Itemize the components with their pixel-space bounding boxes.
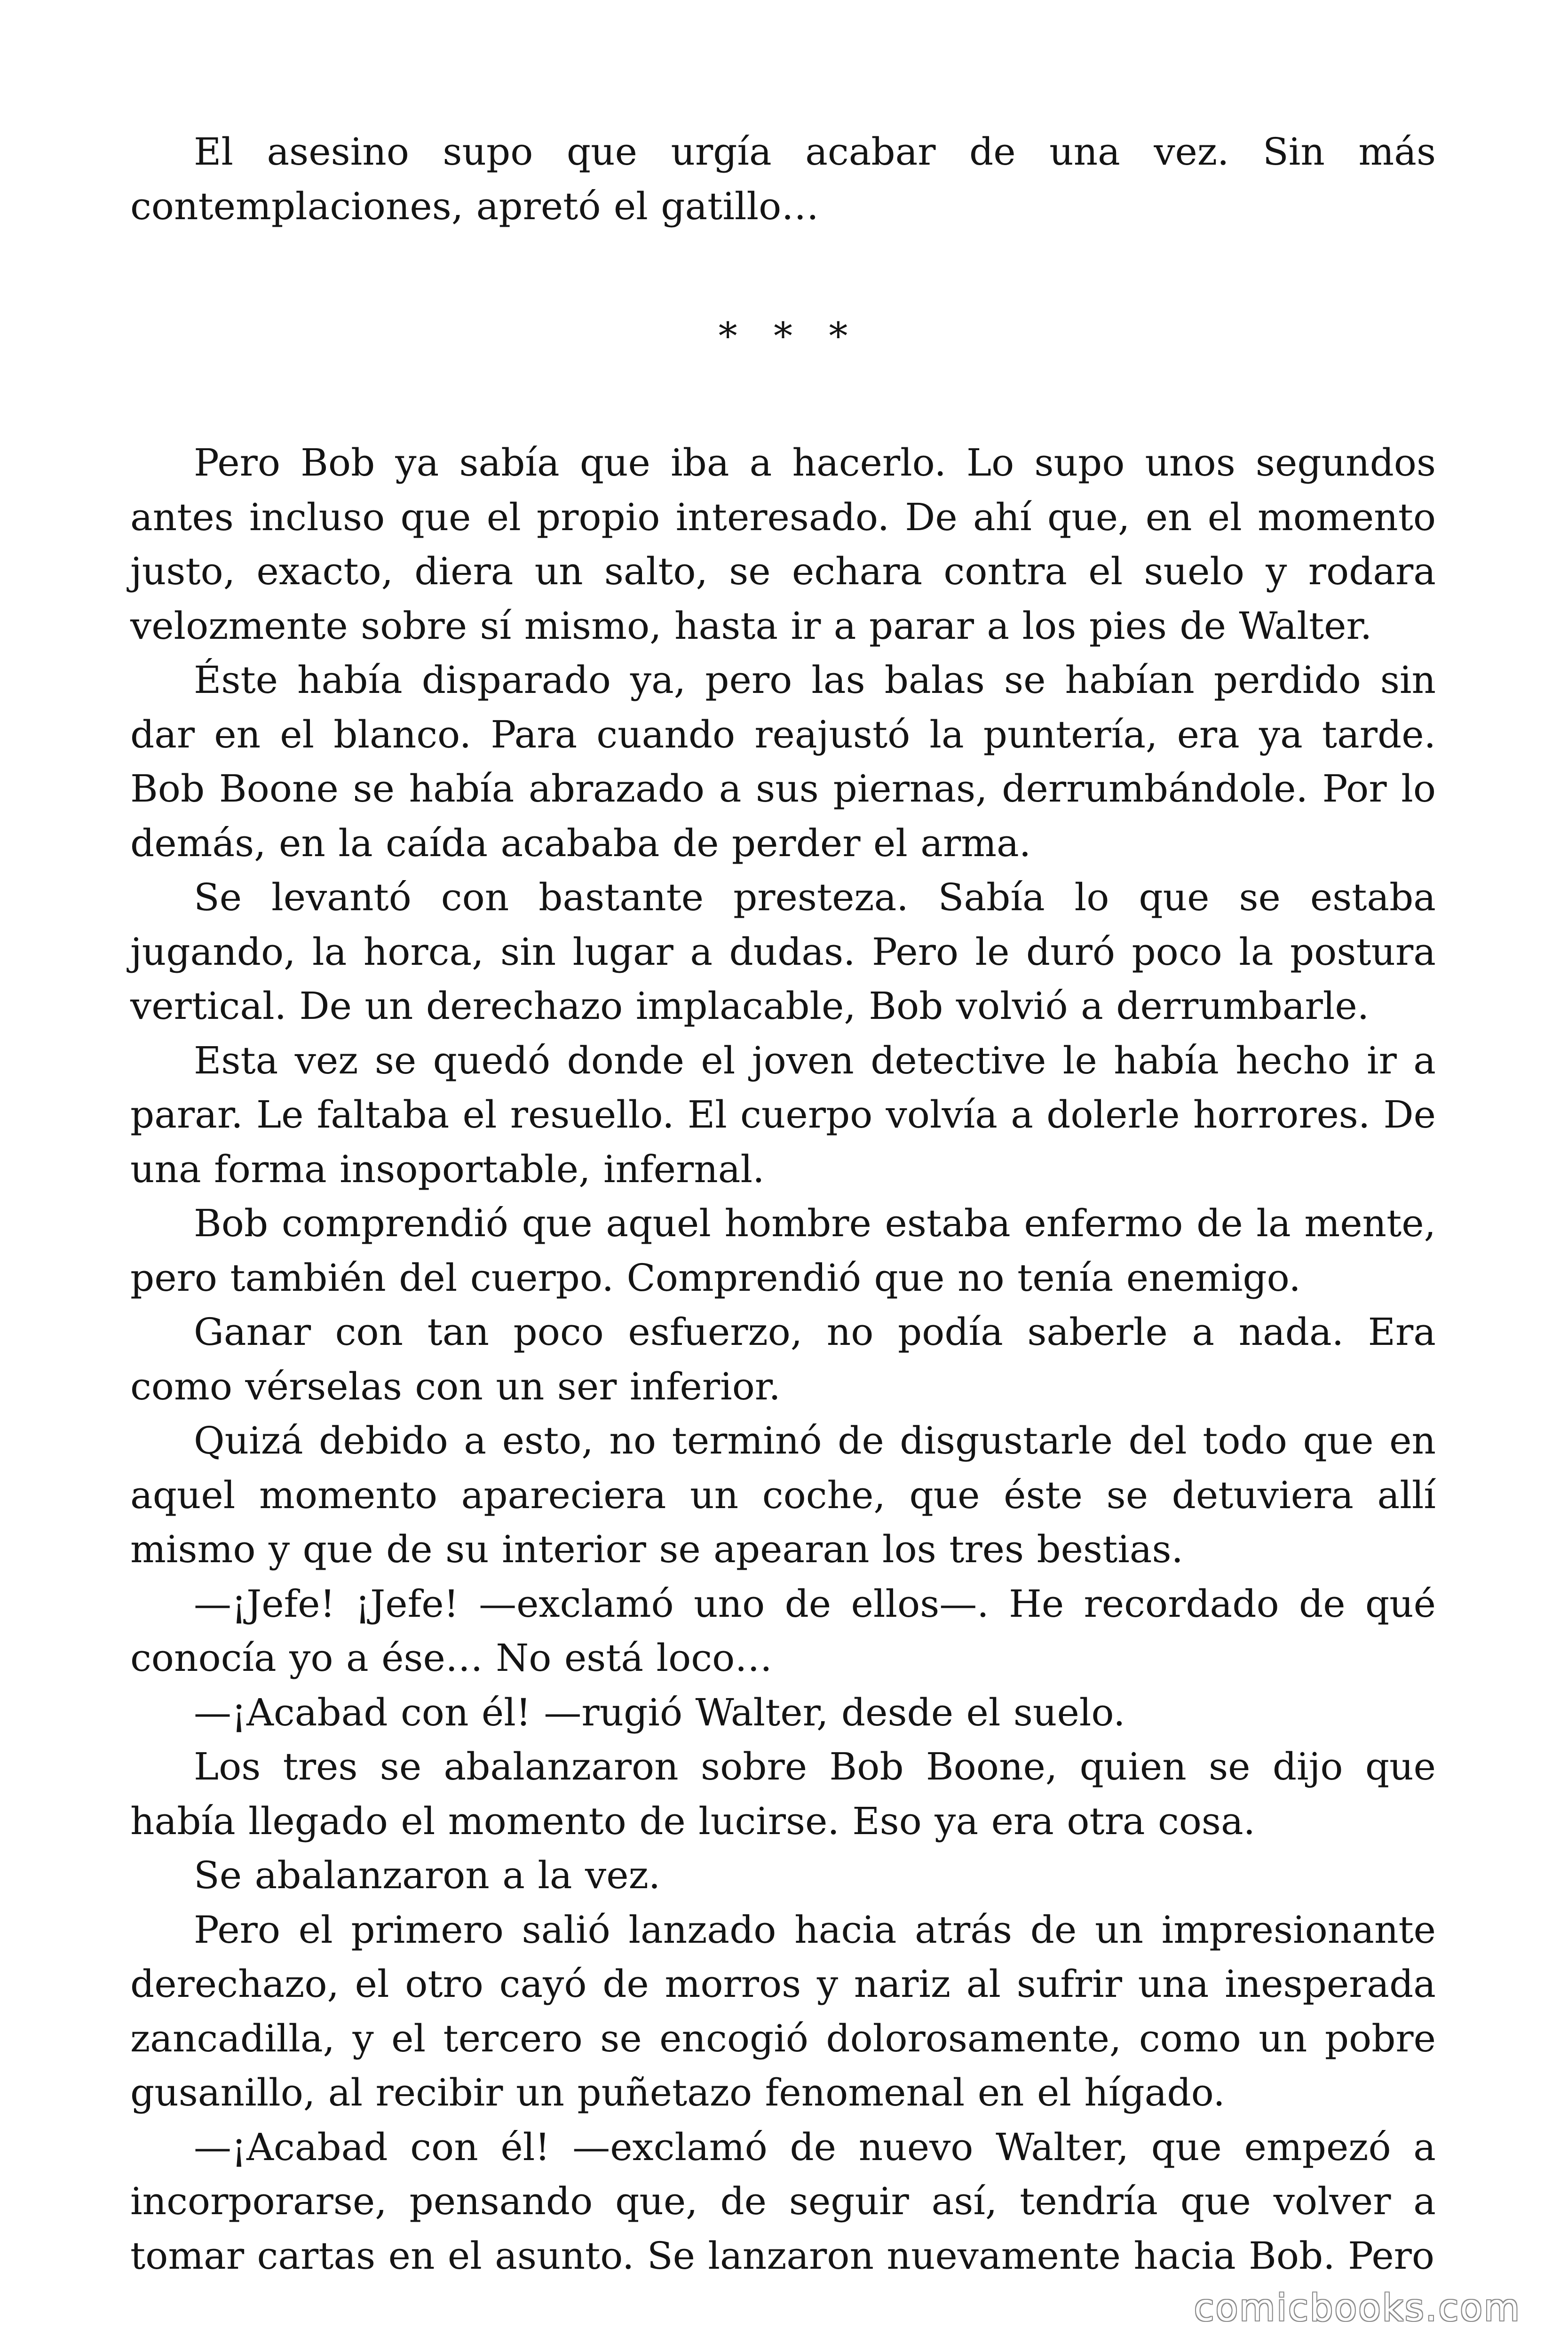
paragraph: Se abalanzaron a la vez. (194, 1853, 661, 1897)
watermark: comicbooks.com (1194, 2287, 1521, 2329)
paragraph: Éste había disparado ya, pero las balas se habían perdido sin dar en el blanco. Para cuando reajustó la puntería, era ya tarde. Bob Boone se había abrazado a sus piernas, derrumbándole. Por lo demás, en la caída acababa de perder el arma. (130, 658, 1436, 865)
dialogue-paragraph: —¡Jefe! ¡Jefe! —exclamó uno de ellos—. He recordado de qué conocía yo a ése… No está loco… (130, 1581, 1436, 1680)
paragraph: Ganar con tan poco esfuerzo, no podía saberle a nada. Era como vérselas con un ser inferior. (130, 1310, 1436, 1408)
paragraph: Bob comprendió que aquel hombre estaba enfermo de la mente, pero también del cuerpo. Comprendió que no tenía enemigo. (130, 1201, 1436, 1300)
paragraph: Pero Bob ya sabía que iba a hacerlo. Lo supo unos segundos antes incluso que el propio interesado. De ahí que, en el momento justo, exacto, diera un salto, se echara contra el suelo y rodara velozmente sobre sí mismo, hasta ir a parar a los pies de Walter. (130, 441, 1436, 648)
page-body (130, 125, 1436, 2283)
paragraph: Se levantó con bastante presteza. Sabía lo que se estaba jugando, la horca, sin lugar a dudas. Pero le duró poco la postura vertical. De un derechazo implacable, Bob volvió a derrumbarle. (130, 875, 1436, 1028)
paragraph: El asesino supo que urgía acabar de una vez. Sin más contemplaciones, apretó el gatillo… (130, 130, 1436, 228)
paragraph: Quizá debido a esto, no terminó de disgustarle del todo que en aquel momento apareciera un coche, que éste se detuviera allí mismo y que de su interior se apearan los tres bestias. (130, 1419, 1436, 1571)
paragraph: Esta vez se quedó donde el joven detective le había hecho ir a parar. Le faltaba el resuello. El cuerpo volvía a dolerle horrores. De una forma insoportable, infernal. (130, 1038, 1436, 1191)
dialogue-paragraph: —¡Acabad con él! —exclamó de nuevo Walter, que empezó a incorporarse, pensando que, de seguir así, tendría que volver a tomar cartas en el asunto. Se lanzaron nuevamente hacia Bob. Pero (130, 2125, 1436, 2278)
scene-break: * * * (718, 314, 860, 358)
paragraph: Pero el primero salió lanzado hacia atrás de un impresionante derechazo, el otro cayó de morros y nariz al sufrir una inesperada zancadilla, y el tercero se encogió dolorosamente, como un pobre gusanillo, al recibir un puñetazo fenomenal en el hígado. (130, 1907, 1436, 2114)
dialogue-paragraph: —¡Acabad con él! —rugió Walter, desde el suelo. (194, 1690, 1125, 1734)
paragraph: Los tres se abalanzaron sobre Bob Boone, quien se dijo que había llegado el momento de lucirse. Eso ya era otra cosa. (130, 1745, 1436, 1843)
